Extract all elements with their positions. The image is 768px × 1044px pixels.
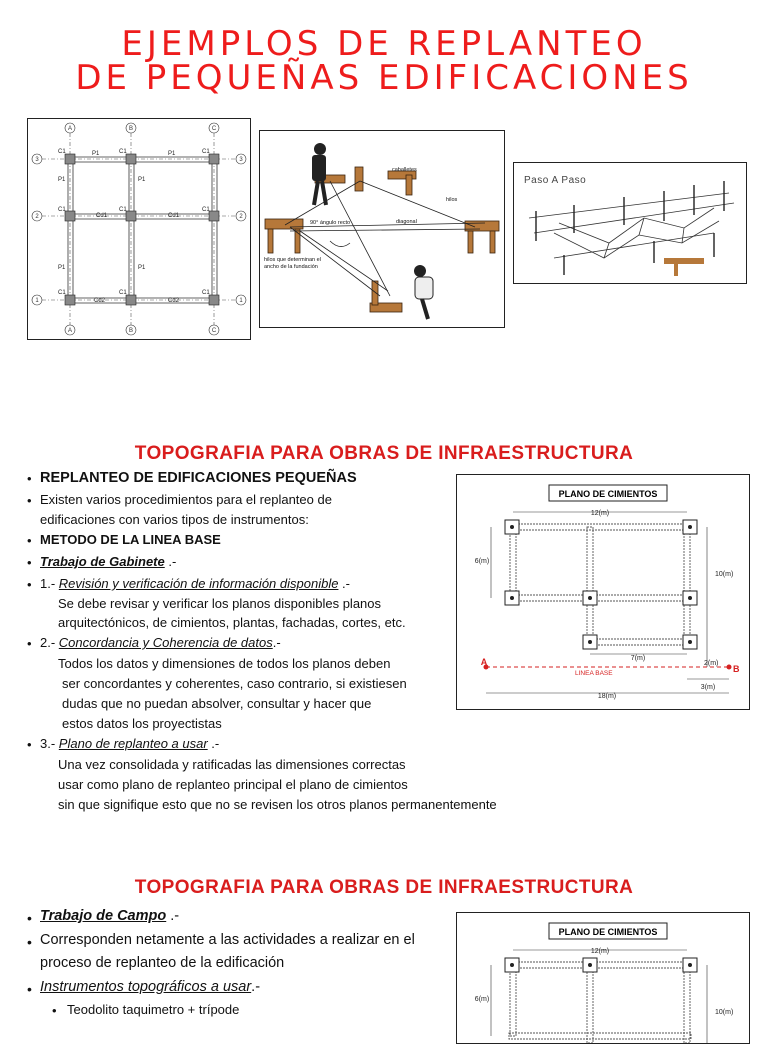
svg-text:A: A <box>67 126 73 132</box>
svg-text:P1: P1 <box>138 265 146 271</box>
svg-text:12(m): 12(m) <box>590 948 610 955</box>
page-title-line2: DE PEQUEÑAS EDIFICACIONES <box>75 58 693 98</box>
svg-text:Cd2: Cd2 <box>94 298 106 304</box>
svg-text:3(m): 3(m) <box>700 684 716 691</box>
svg-text:B: B <box>128 126 134 132</box>
svg-text:Cd2: Cd2 <box>168 298 180 304</box>
svg-text:diagonal: diagonal <box>396 219 417 225</box>
svg-text:B: B <box>733 664 740 674</box>
svg-text:P1: P1 <box>168 151 176 157</box>
svg-text:LINEA BASE: LINEA BASE <box>575 670 613 677</box>
svg-text:C1: C1 <box>202 290 210 296</box>
bullet: • <box>27 910 32 926</box>
svg-text:2(m): 2(m) <box>704 660 719 667</box>
section1-step2-text-d: estos datos los proyectistas <box>62 716 222 731</box>
svg-text:7(m): 7(m) <box>630 655 646 662</box>
section1-step2-text-c: dudas que no puedan absolver, consultar y hacer que <box>62 696 372 711</box>
svg-text:90° ángulo recto: 90° ángulo recto <box>310 220 351 226</box>
section1-step3-text-b: usar como plano de replanteo principal el plano de cimientos <box>58 777 408 792</box>
section2-theodolite: Teodolito taquimetro + trípode <box>67 1002 240 1017</box>
svg-text:C1: C1 <box>58 207 66 213</box>
isometric-staking-figure <box>259 130 505 328</box>
svg-text:1: 1 <box>35 298 39 304</box>
page-title-line1: EJEMPLOS DE REPLANTEO <box>121 24 647 64</box>
isometric-staking-drawing <box>260 131 504 327</box>
section1-step2-text-b: ser concordantes y coherentes, caso contrario, si existiesen <box>62 676 407 691</box>
svg-text:Paso A Paso: Paso A Paso <box>524 175 587 186</box>
section2-text-a: Corresponden netamente a las actividades a realizar en el <box>40 932 415 948</box>
svg-text:B: B <box>128 328 134 334</box>
svg-text:1: 1 <box>239 298 243 304</box>
svg-text:C: C <box>211 126 217 132</box>
section1-gabinete: Trabajo de Gabinete .- <box>40 554 177 569</box>
section2-instruments: Instrumentos topográficos a usar.- <box>40 979 261 995</box>
svg-text:C: C <box>211 328 217 334</box>
svg-text:C1: C1 <box>119 290 127 296</box>
bullet: • <box>52 1003 57 1018</box>
section1-text-1a: Existen varios procedimientos para el replanteo de <box>40 492 332 507</box>
svg-text:A: A <box>480 657 488 667</box>
svg-text:C1: C1 <box>119 149 127 155</box>
svg-text:A: A <box>67 328 73 334</box>
svg-text:C1: C1 <box>58 290 66 296</box>
foundation-plan-drawing <box>457 475 749 709</box>
svg-text:18(m): 18(m) <box>597 693 617 700</box>
bullet: • <box>27 981 32 997</box>
svg-text:caballetes: caballetes <box>392 167 417 173</box>
bullet: • <box>27 636 32 651</box>
svg-text:10(m): 10(m) <box>715 1009 734 1016</box>
section1-step1: 1.- Revisión y verificación de información disponible .- <box>40 576 350 591</box>
foundation-plan-figure <box>456 474 750 710</box>
svg-text:P1: P1 <box>138 177 146 183</box>
section2-title: TOPOGRAFIA PARA OBRAS DE INFRAESTRUCTURA <box>134 877 634 898</box>
svg-text:2: 2 <box>239 214 243 220</box>
svg-text:P1: P1 <box>92 151 100 157</box>
section1-method: METODO DE LA LINEA BASE <box>40 532 221 547</box>
section1-text-1b: edificaciones con varios tipos de instrumentos: <box>40 512 309 527</box>
plan-title: PLANO DE CIMIENTOS <box>558 489 658 499</box>
section1-step3-text-c: sin que signifique esto que no se revisen los otros planos permanentemente <box>58 797 497 812</box>
svg-text:12(m): 12(m) <box>590 510 610 517</box>
svg-text:P1: P1 <box>58 265 66 271</box>
svg-text:ancho de la fundación: ancho de la fundación <box>264 264 318 270</box>
svg-text:Cd1: Cd1 <box>96 213 108 219</box>
svg-text:hilos que determinan el: hilos que determinan el <box>264 257 321 263</box>
bullet: • <box>27 577 32 592</box>
bullet: • <box>27 737 32 752</box>
grid-plan-drawing <box>28 119 250 339</box>
svg-text:C1: C1 <box>202 207 210 213</box>
svg-text:C1: C1 <box>202 149 210 155</box>
svg-text:C1: C1 <box>58 149 66 155</box>
section2-text-b: proceso de replanteo de la edificación <box>40 955 285 971</box>
bullet: • <box>27 471 32 486</box>
section1-title: TOPOGRAFIA PARA OBRAS DE INFRAESTRUCTURA <box>134 443 634 464</box>
svg-text:hilos: hilos <box>446 197 458 203</box>
section1-step3-text-a: Una vez consolidada y ratificadas las dimensiones correctas <box>58 757 406 772</box>
svg-text:3: 3 <box>35 157 39 163</box>
section1-step1-text-b: arquitectónicos, de cimientos, plantas, fachadas, cortes, etc. <box>58 615 406 630</box>
section1-step2-text-a: Todos los datos y dimensiones de todos los planos deben <box>58 656 391 671</box>
bullet: • <box>27 493 32 508</box>
bullet: • <box>27 555 32 570</box>
svg-text:PLANO DE CIMIENTOS: PLANO DE CIMIENTOS <box>558 927 658 937</box>
section2-campo: Trabajo de Campo .- <box>40 908 180 924</box>
svg-text:2: 2 <box>35 214 39 220</box>
section1-step3: 3.- Plano de replanteo a usar .- <box>40 736 220 751</box>
grid-plan-figure <box>27 118 251 340</box>
section1-heading: REPLANTEO DE EDIFICACIONES PEQUEÑAS <box>40 470 357 486</box>
svg-text:6(m): 6(m) <box>474 996 490 1003</box>
step-by-step-figure <box>513 162 747 284</box>
svg-text:10(m): 10(m) <box>715 571 734 578</box>
bullet: • <box>27 533 32 548</box>
section1-step2: 2.- Concordancia y Coherencia de datos.- <box>40 635 281 650</box>
step-by-step-drawing <box>514 163 746 283</box>
bullet: • <box>27 934 32 950</box>
svg-text:6(m): 6(m) <box>474 558 490 565</box>
foundation-plan-figure-2 <box>456 912 750 1044</box>
svg-text:Cd1: Cd1 <box>168 213 180 219</box>
svg-text:C1: C1 <box>119 207 127 213</box>
svg-text:P1: P1 <box>58 177 66 183</box>
section1-step1-text-a: Se debe revisar y verificar los planos disponibles planos <box>58 596 382 611</box>
svg-text:3: 3 <box>239 157 243 163</box>
